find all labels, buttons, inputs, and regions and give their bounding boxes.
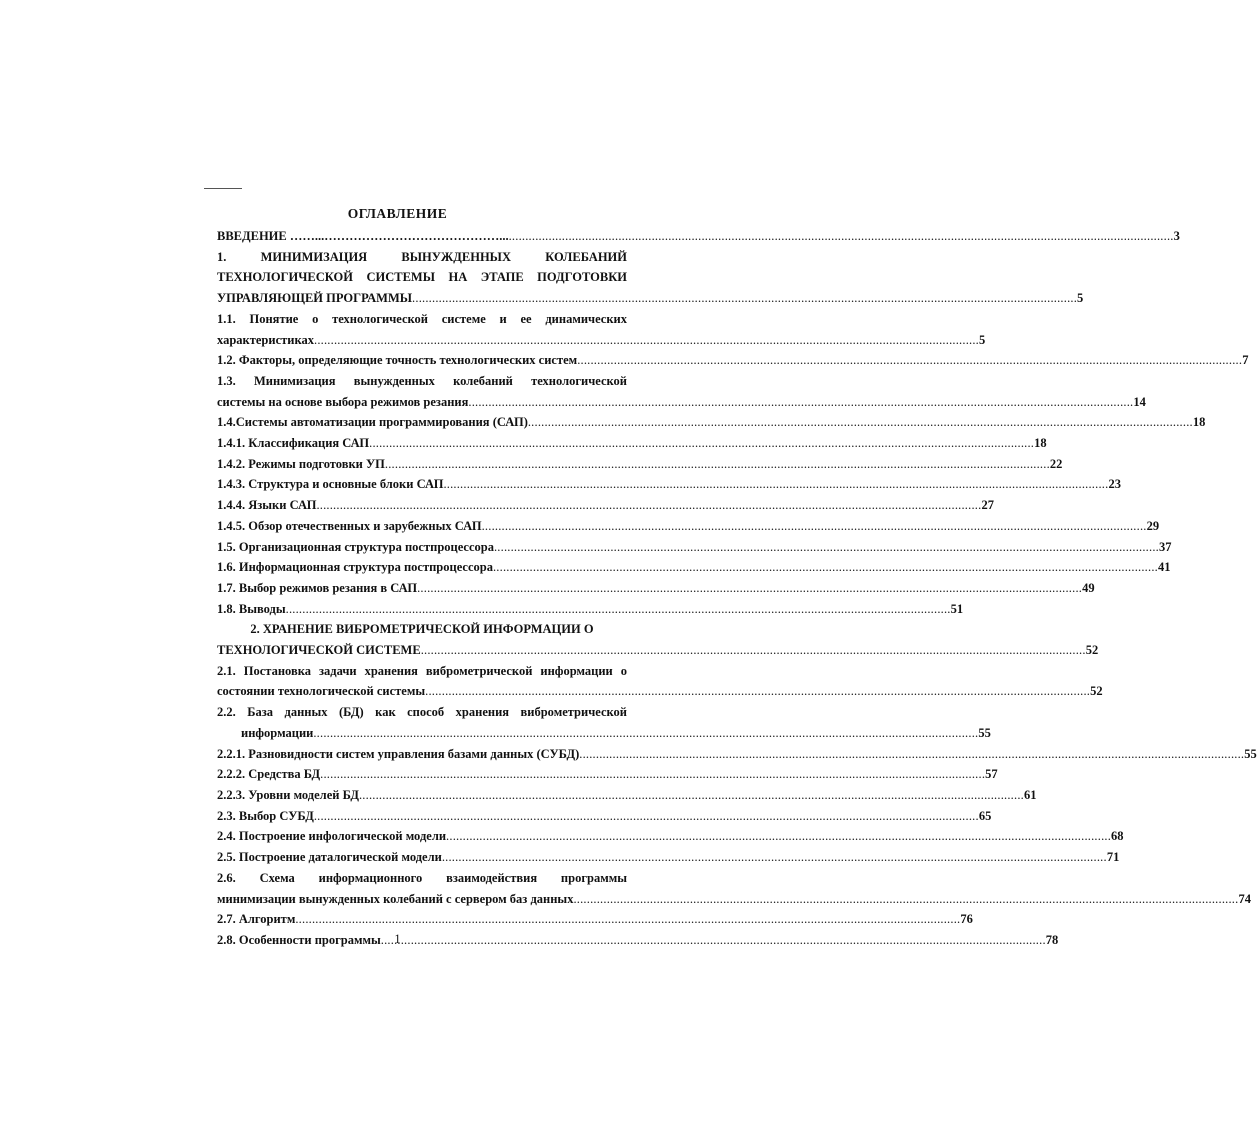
toc-entry[interactable] — [217, 826, 1124, 847]
toc-entry-last-line — [217, 288, 1084, 309]
toc-leader-dots — [369, 433, 1034, 454]
toc-entry-last-line — [217, 454, 1063, 475]
toc-page-number: 61 — [1023, 787, 1037, 802]
table-of-contents — [217, 226, 1257, 951]
toc-entry-title: ТЕХНОЛОГИЧЕСКОЙ СИСТЕМЕ — [217, 643, 421, 658]
toc-entry[interactable] — [217, 226, 1180, 247]
toc-entry-last-line — [217, 330, 986, 351]
toc-entry[interactable] — [217, 350, 1249, 371]
toc-entry[interactable] — [217, 309, 986, 350]
toc-entry-title: 2.3. Выбор СУБД — [217, 808, 314, 823]
toc-entry-title: 2.5. Построение даталогической модели — [217, 850, 442, 865]
toc-entry-title: 1.4.4. Языки САП — [217, 498, 317, 513]
toc-page-number: 74 — [1238, 891, 1251, 906]
toc-entry-title: системы на основе выбора режимов резания — [217, 394, 469, 409]
toc-page-number: 23 — [1108, 477, 1121, 492]
page-number: 1 — [394, 932, 401, 946]
toc-entry-last-line — [217, 826, 1124, 847]
toc-entry-last-line — [217, 412, 1206, 433]
toc-entry-last-line — [217, 557, 1171, 578]
toc-leader-dots — [313, 723, 978, 744]
toc-entry-title: 2.2.1. Разновидности систем управления базами данных (СУБД) — [217, 746, 580, 761]
toc-page-number: 52 — [1085, 643, 1099, 658]
toc-leader-dots — [482, 516, 1147, 537]
toc-entry-last-line — [217, 495, 994, 516]
toc-entry[interactable] — [217, 847, 1120, 868]
toc-entry[interactable] — [217, 495, 994, 516]
toc-entry-last-line — [217, 764, 998, 785]
toc-entry-last-line — [217, 785, 1037, 806]
page-title: ОГЛАВЛЕНИЕ — [347, 206, 448, 221]
toc-entry-title: 1.6. Информационная структура постпроцессора — [217, 560, 493, 575]
toc-entry[interactable] — [217, 785, 1037, 806]
toc-entry-last-line — [217, 578, 1095, 599]
toc-page-number: 55 — [978, 725, 991, 740]
toc-leader-dots — [359, 785, 1024, 806]
toc-entry-last-line — [217, 516, 1160, 537]
toc-leader-dots — [443, 474, 1108, 495]
toc-entry[interactable] — [217, 371, 1146, 412]
toc-page-number: 76 — [960, 912, 973, 927]
toc-entry[interactable] — [217, 868, 1251, 909]
toc-entry[interactable] — [217, 557, 1171, 578]
toc-page-number: 14 — [1133, 394, 1146, 409]
toc-entry-last-line — [217, 226, 1180, 247]
toc-entry-title: 1.4.2. Режимы подготовки УП — [217, 456, 385, 471]
toc-entry-last-line — [217, 744, 1257, 765]
toc-page-number: 41 — [1157, 560, 1171, 575]
toc-entry-title: 1.4.Системы автоматизации программирования (САП) — [217, 415, 528, 430]
toc-entry[interactable] — [217, 474, 1121, 495]
toc-entry[interactable] — [217, 764, 998, 785]
toc-entry-title: состоянии технологической системы — [217, 684, 426, 699]
toc-leader-dots — [493, 557, 1158, 578]
toc-entry-title: 1.7. Выбор режимов резания в САП — [217, 580, 418, 595]
toc-leader-dots — [320, 764, 985, 785]
toc-entry-title: 2.7. Алгоритм — [217, 912, 296, 927]
toc-entry-last-line — [217, 474, 1121, 495]
toc-leader-dots — [421, 640, 1086, 661]
toc-page-number: 7 — [1242, 353, 1249, 368]
toc-entry-last-line — [217, 640, 1099, 661]
toc-page-number: 22 — [1049, 456, 1063, 471]
toc-leader-dots — [494, 537, 1159, 558]
toc-page-number: 52 — [1090, 684, 1103, 699]
toc-page-number: 5 — [979, 332, 986, 347]
toc-page-number: 18 — [1034, 436, 1047, 451]
toc-page-number: 68 — [1111, 829, 1124, 844]
toc-leader-dots — [314, 330, 979, 351]
toc-leader-dots — [425, 681, 1090, 702]
toc-leader-dots — [446, 826, 1111, 847]
toc-entry[interactable] — [217, 454, 1063, 475]
toc-entry-title: 2.2.2. Средства БД — [217, 767, 321, 782]
toc-entry[interactable] — [217, 806, 992, 827]
toc-leader-dots — [442, 847, 1107, 868]
toc-page-number: 57 — [985, 767, 998, 782]
toc-entry-title: 2.4. Построение инфологической модели — [217, 829, 447, 844]
toc-entry-title: 2.2.3. Уровни моделей БД — [217, 787, 359, 802]
toc-page-number: 78 — [1045, 932, 1059, 947]
toc-entry-line: 2.2. База данных (БД) как способ хранения виброметрической — [217, 705, 627, 720]
decorative-dash — [204, 188, 242, 189]
toc-entry-title: 1.4.3. Структура и основные блоки САП — [217, 477, 444, 492]
toc-entry-title: 1.4.5. Обзор отечественных и зарубежных САП — [217, 518, 482, 533]
toc-entry[interactable] — [217, 702, 991, 743]
toc-entry-line: 2. ХРАНЕНИЕ ВИБРОМЕТРИЧЕСКОЙ ИНФОРМАЦИИ О — [250, 622, 594, 637]
toc-entry-title: минимизации вынужденных колебаний с сервером баз данных — [217, 891, 574, 906]
toc-entry-title: 1.4.1. Классификация САП — [217, 436, 370, 451]
toc-leader-dots — [295, 909, 960, 930]
toc-entry[interactable] — [217, 619, 1099, 660]
toc-entry-title: 1.8. Выводы — [217, 601, 286, 616]
toc-entry[interactable] — [217, 744, 1257, 765]
toc-entry[interactable] — [217, 661, 1103, 702]
toc-entry-last-line — [217, 433, 1047, 454]
toc-page-number: 51 — [950, 601, 964, 616]
toc-entry-last-line — [217, 806, 992, 827]
toc-entry-last-line — [217, 723, 991, 744]
toc-page-number: 27 — [981, 498, 994, 513]
toc-page-number: 55 — [1244, 746, 1257, 761]
toc-entry[interactable] — [217, 433, 1047, 454]
toc-leader-dots — [468, 392, 1133, 413]
toc-entry-last-line — [217, 599, 964, 620]
toc-entry-last-line — [217, 537, 1172, 558]
toc-entry-last-line — [217, 889, 1251, 910]
toc-leader-dots — [573, 889, 1238, 910]
toc-leader-dots — [314, 806, 979, 827]
toc-entry-title: 2.8. Особенности программы — [217, 932, 381, 947]
toc-leader-dots — [417, 578, 1082, 599]
toc-leader-dots — [286, 599, 951, 620]
toc-entry-last-line — [217, 350, 1249, 371]
toc-page-number: 37 — [1158, 539, 1172, 554]
toc-entry-last-line — [217, 681, 1103, 702]
toc-entry-title: ВВЕДЕНИЕ ……...……………………………………... — [217, 229, 509, 243]
toc-entry[interactable] — [217, 516, 1160, 537]
toc-entry-last-line — [217, 909, 973, 930]
toc-page-number: 49 — [1082, 580, 1095, 595]
toc-entry-line: 2.6. Схема информационного взаимодействия программы — [217, 870, 627, 885]
toc-page-number: 3 — [1173, 229, 1180, 243]
toc-entry-title: информации — [241, 725, 314, 740]
toc-entry-last-line — [217, 847, 1120, 868]
toc-entry-title: характеристиках — [217, 332, 314, 347]
toc-entry-line: 1. МИНИМИЗАЦИЯ ВЫНУЖДЕННЫХ КОЛЕБАНИЙ — [217, 249, 627, 264]
toc-entry-last-line — [217, 392, 1146, 413]
toc-leader-dots — [316, 495, 981, 516]
toc-entry[interactable] — [217, 909, 973, 930]
toc-page-number: 29 — [1146, 518, 1160, 533]
toc-entry-line: 2.1. Постановка задачи хранения виброметрической информации о — [217, 663, 627, 678]
toc-leader-dots — [528, 412, 1193, 433]
toc-entry-title: 1.5. Организационная структура постпроцессора — [217, 539, 494, 554]
toc-entry-title: УПРАВЛЯЮЩЕЙ ПРОГРАММЫ — [217, 291, 413, 306]
toc-page-number: 65 — [978, 808, 992, 823]
toc-leader-dots — [579, 744, 1244, 765]
toc-entry-line: 1.3. Минимизация вынужденных колебаний технологической — [217, 373, 627, 388]
toc-entry[interactable] — [217, 247, 1084, 309]
toc-entry[interactable] — [217, 537, 1172, 558]
toc-entry[interactable] — [217, 412, 1206, 433]
toc-entry-line: ТЕХНОЛОГИЧЕСКОЙ СИСТЕМЫ НА ЭТАПЕ ПОДГОТОВКИ — [217, 270, 627, 285]
toc-leader-dots — [577, 350, 1242, 371]
toc-entry-line: 1.1. Понятие о технологической системе и ее динамических — [217, 311, 627, 326]
toc-page-number: 71 — [1106, 850, 1120, 865]
toc-leader-dots — [509, 226, 1174, 247]
toc-page-number: 18 — [1192, 415, 1206, 430]
toc-page-number: 5 — [1077, 291, 1084, 306]
toc-leader-dots — [385, 454, 1050, 475]
toc-entry[interactable] — [217, 599, 964, 620]
toc-leader-dots — [412, 288, 1077, 309]
toc-entry-title: 1.2. Факторы, определяющие точность технологических систем — [217, 353, 578, 368]
toc-entry[interactable] — [217, 578, 1095, 599]
